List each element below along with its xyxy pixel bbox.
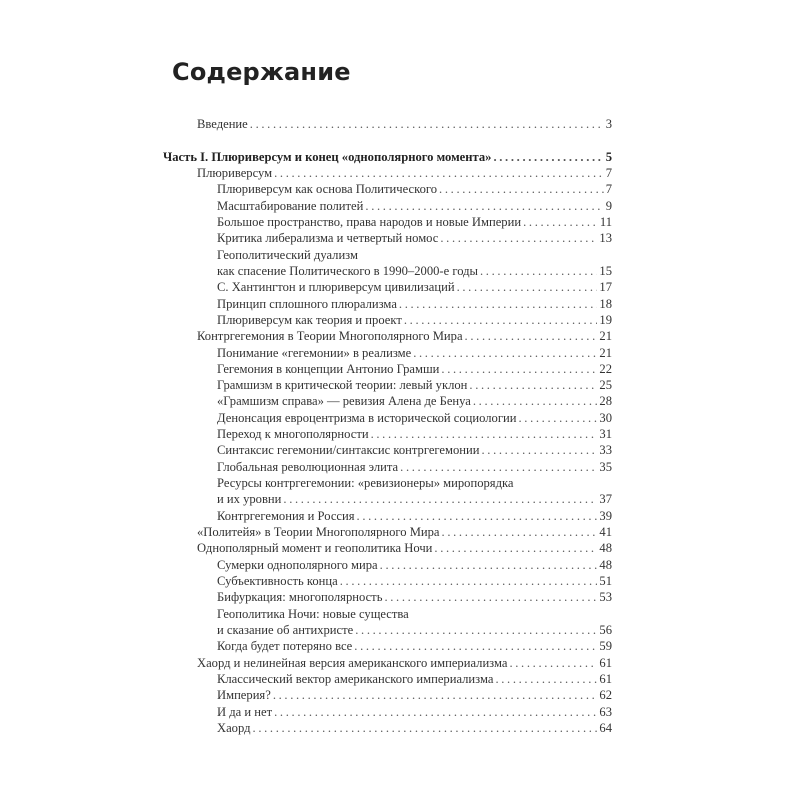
- dot-leader: [441, 361, 597, 377]
- toc-page-number: 11: [599, 214, 612, 229]
- toc-entry: [217, 214, 612, 230]
- dot-leader: [495, 671, 597, 687]
- toc-entry-title: Геополитический дуализм: [217, 247, 358, 262]
- dot-leader: [283, 491, 597, 507]
- dot-leader: [371, 426, 598, 442]
- dot-leader: [273, 687, 598, 703]
- toc-entry: [217, 377, 612, 393]
- toc-page-number: 39: [599, 508, 612, 523]
- toc-entry: [217, 638, 612, 654]
- toc-entry: [217, 198, 612, 214]
- toc-page-number: 56: [599, 622, 612, 637]
- toc-entry: [217, 589, 612, 605]
- dot-leader: [404, 312, 598, 328]
- toc-page-number: 61: [599, 655, 612, 670]
- dot-leader: [380, 557, 598, 573]
- toc-entry: [217, 230, 612, 246]
- toc-page-number: 18: [599, 296, 612, 311]
- dot-leader: [365, 198, 603, 214]
- toc-entry: [217, 459, 612, 475]
- toc-entry-title: Геополитика Ночи: новые существа: [217, 606, 409, 621]
- toc-entry-title: Хаорд: [217, 720, 251, 735]
- toc-page-number: 7: [605, 182, 612, 197]
- dot-leader: [493, 149, 603, 165]
- toc-entry: [217, 263, 612, 279]
- toc-page-number: 61: [599, 671, 612, 686]
- dot-leader: [480, 263, 597, 279]
- toc-entry-title: и их уровни: [217, 492, 282, 507]
- toc-entry-title: Империя?: [217, 688, 271, 703]
- toc-entry: [217, 181, 612, 197]
- toc-entry: [163, 149, 612, 165]
- toc-entry: [217, 671, 612, 687]
- toc-entry: [217, 312, 612, 328]
- toc-entry: [217, 442, 612, 458]
- toc-entry: [217, 279, 612, 295]
- dot-leader: [355, 622, 597, 638]
- toc-page-number: 30: [599, 410, 612, 425]
- toc-entry-title: Классический вектор американского империализма: [217, 671, 494, 686]
- toc-entry: [197, 116, 612, 132]
- toc-entry-title: Переход к многополярности: [217, 427, 369, 442]
- toc-page-number: 21: [599, 329, 612, 344]
- toc-entry: [217, 491, 612, 507]
- toc-page-number: 28: [599, 394, 612, 409]
- toc-page-number: 7: [605, 166, 612, 180]
- toc-page-number: 19: [599, 312, 612, 327]
- toc-entry-title: «Политейя» в Теории Многополярного Мира: [197, 525, 440, 539]
- toc-entry-title: Масштабирование политей: [217, 198, 364, 213]
- toc-entry-title: Критика либерализма и четвертый номос: [217, 231, 439, 246]
- toc-entry: [217, 345, 612, 361]
- toc-entry-title: Принцип сплошного плюрализма: [217, 296, 397, 311]
- toc-entry-title: И да и нет: [217, 704, 273, 719]
- toc-entry: [197, 524, 612, 540]
- toc-page-number: 5: [605, 149, 612, 164]
- toc-entry-title: Большое пространство, права народов и новые Империи: [217, 214, 522, 229]
- toc-page-number: 59: [599, 639, 612, 654]
- toc-entry: [217, 622, 612, 638]
- toc-entry: [217, 393, 612, 409]
- toc-entry: [217, 557, 612, 573]
- toc-page-number: 35: [599, 459, 612, 474]
- toc-page-number: 25: [599, 378, 612, 393]
- toc-entry: [217, 573, 612, 589]
- toc-entry-title: Контргегемония и Россия: [217, 508, 355, 523]
- toc-entry: [197, 540, 612, 556]
- toc-page-number: 48: [599, 557, 612, 572]
- toc-entry: [217, 704, 612, 720]
- toc-entry-title: Денонсация евроцентризма в исторической социологии: [217, 410, 517, 425]
- toc-page-number: 63: [599, 704, 612, 719]
- toc-page-number: 48: [599, 541, 612, 556]
- toc-page-number: 33: [599, 443, 612, 458]
- toc-entry-title: Глобальная революционная элита: [217, 459, 399, 474]
- dot-leader: [509, 655, 597, 671]
- toc-entry-title: как спасение Политического в 1990–2000-е годы: [217, 263, 478, 278]
- toc-entry: [217, 475, 612, 491]
- toc-entry-title: Часть I. Плюриверсум и конец «однополярного момента»: [163, 149, 492, 164]
- toc-entry-title: Понимание «гегемонии» в реализме: [217, 345, 412, 360]
- dot-leader: [250, 116, 604, 132]
- toc-entry-title: Грамшизм в критической теории: левый уклон: [217, 378, 468, 393]
- dot-leader: [274, 704, 597, 720]
- dot-leader: [457, 279, 598, 295]
- toc-entry: [197, 655, 612, 671]
- dot-leader: [354, 638, 597, 654]
- toc-page-number: 53: [599, 590, 612, 605]
- dot-leader: [253, 720, 598, 736]
- dot-leader: [469, 377, 597, 393]
- dot-leader: [465, 328, 598, 344]
- toc-entry-title: Контргегемония в Теории Многополярного Мира: [197, 329, 463, 344]
- toc-page-number: 41: [599, 525, 612, 539]
- dot-leader: [340, 573, 598, 589]
- toc-entry: [197, 165, 612, 181]
- dot-leader: [357, 508, 598, 524]
- toc-page-number: 13: [599, 231, 612, 246]
- dot-leader: [399, 296, 598, 312]
- toc-page-number: 31: [599, 427, 612, 442]
- toc-entry: [217, 247, 612, 263]
- dot-leader: [481, 442, 597, 458]
- toc-entry-title: С. Хантингтон и плюриверсум цивилизаций: [217, 280, 455, 295]
- toc-entry-title: Плюриверсум: [197, 166, 273, 180]
- dot-leader: [442, 524, 598, 540]
- toc-entry-title: Плюриверсум как теория и проект: [217, 312, 402, 327]
- dot-leader: [413, 345, 597, 361]
- dot-leader: [439, 181, 604, 197]
- toc-entry-title: Плюриверсум как основа Политического: [217, 182, 438, 197]
- toc-entry-title: Сумерки однополярного мира: [217, 557, 378, 572]
- toc-entry-title: Бифуркация: многополярность: [217, 590, 383, 605]
- dot-leader: [434, 540, 597, 556]
- toc-entry-title: Когда будет потеряно все: [217, 639, 353, 654]
- toc-page-number: 9: [605, 198, 612, 213]
- dot-leader: [523, 214, 598, 230]
- toc-page-number: 22: [599, 361, 612, 376]
- toc-entry-title: Хаорд и нелинейная версия американского империализма: [197, 655, 508, 670]
- toc-entry: [217, 720, 612, 736]
- toc-entry: [217, 410, 612, 426]
- toc-entry: [217, 361, 612, 377]
- dot-leader: [440, 230, 597, 246]
- dot-leader: [473, 393, 598, 409]
- toc-entry: [217, 426, 612, 442]
- page-title: Содержание: [172, 58, 351, 86]
- dot-leader: [400, 459, 597, 475]
- toc-page-number: 3: [605, 117, 612, 131]
- toc-entry-title: Введение: [197, 117, 248, 131]
- dot-leader: [384, 589, 597, 605]
- toc-entry-title: Синтаксис гегемонии/синтаксис контргегемонии: [217, 443, 480, 458]
- dot-leader: [518, 410, 597, 426]
- toc-entry-title: и сказание об антихристе: [217, 622, 354, 637]
- toc-entry: [217, 687, 612, 703]
- toc-page-number: 37: [599, 492, 612, 507]
- toc-entry: [217, 296, 612, 312]
- toc-entry: [217, 606, 612, 622]
- toc-entry-title: «Грамшизм справа» — ревизия Алена де Бенуа: [217, 394, 471, 409]
- dot-leader: [274, 165, 604, 181]
- toc-page-number: 21: [599, 345, 612, 360]
- toc-page-number: 51: [599, 574, 612, 588]
- toc-page-number: 17: [599, 280, 612, 295]
- toc-entry-title: Ресурсы контргегемонии: «ревизионеры» миропорядка: [217, 476, 514, 490]
- toc-page-number: 64: [599, 720, 612, 735]
- toc-entry: [197, 328, 612, 344]
- toc-entry: [217, 508, 612, 524]
- toc-entry-title: Гегемония в концепции Антонио Грамши: [217, 361, 440, 376]
- toc-page-number: 62: [599, 688, 612, 703]
- toc-page-number: 15: [599, 263, 612, 278]
- toc-entry-title: Однополярный момент и геополитика Ночи: [197, 541, 433, 556]
- toc-entry-title: Субъективность конца: [217, 574, 338, 588]
